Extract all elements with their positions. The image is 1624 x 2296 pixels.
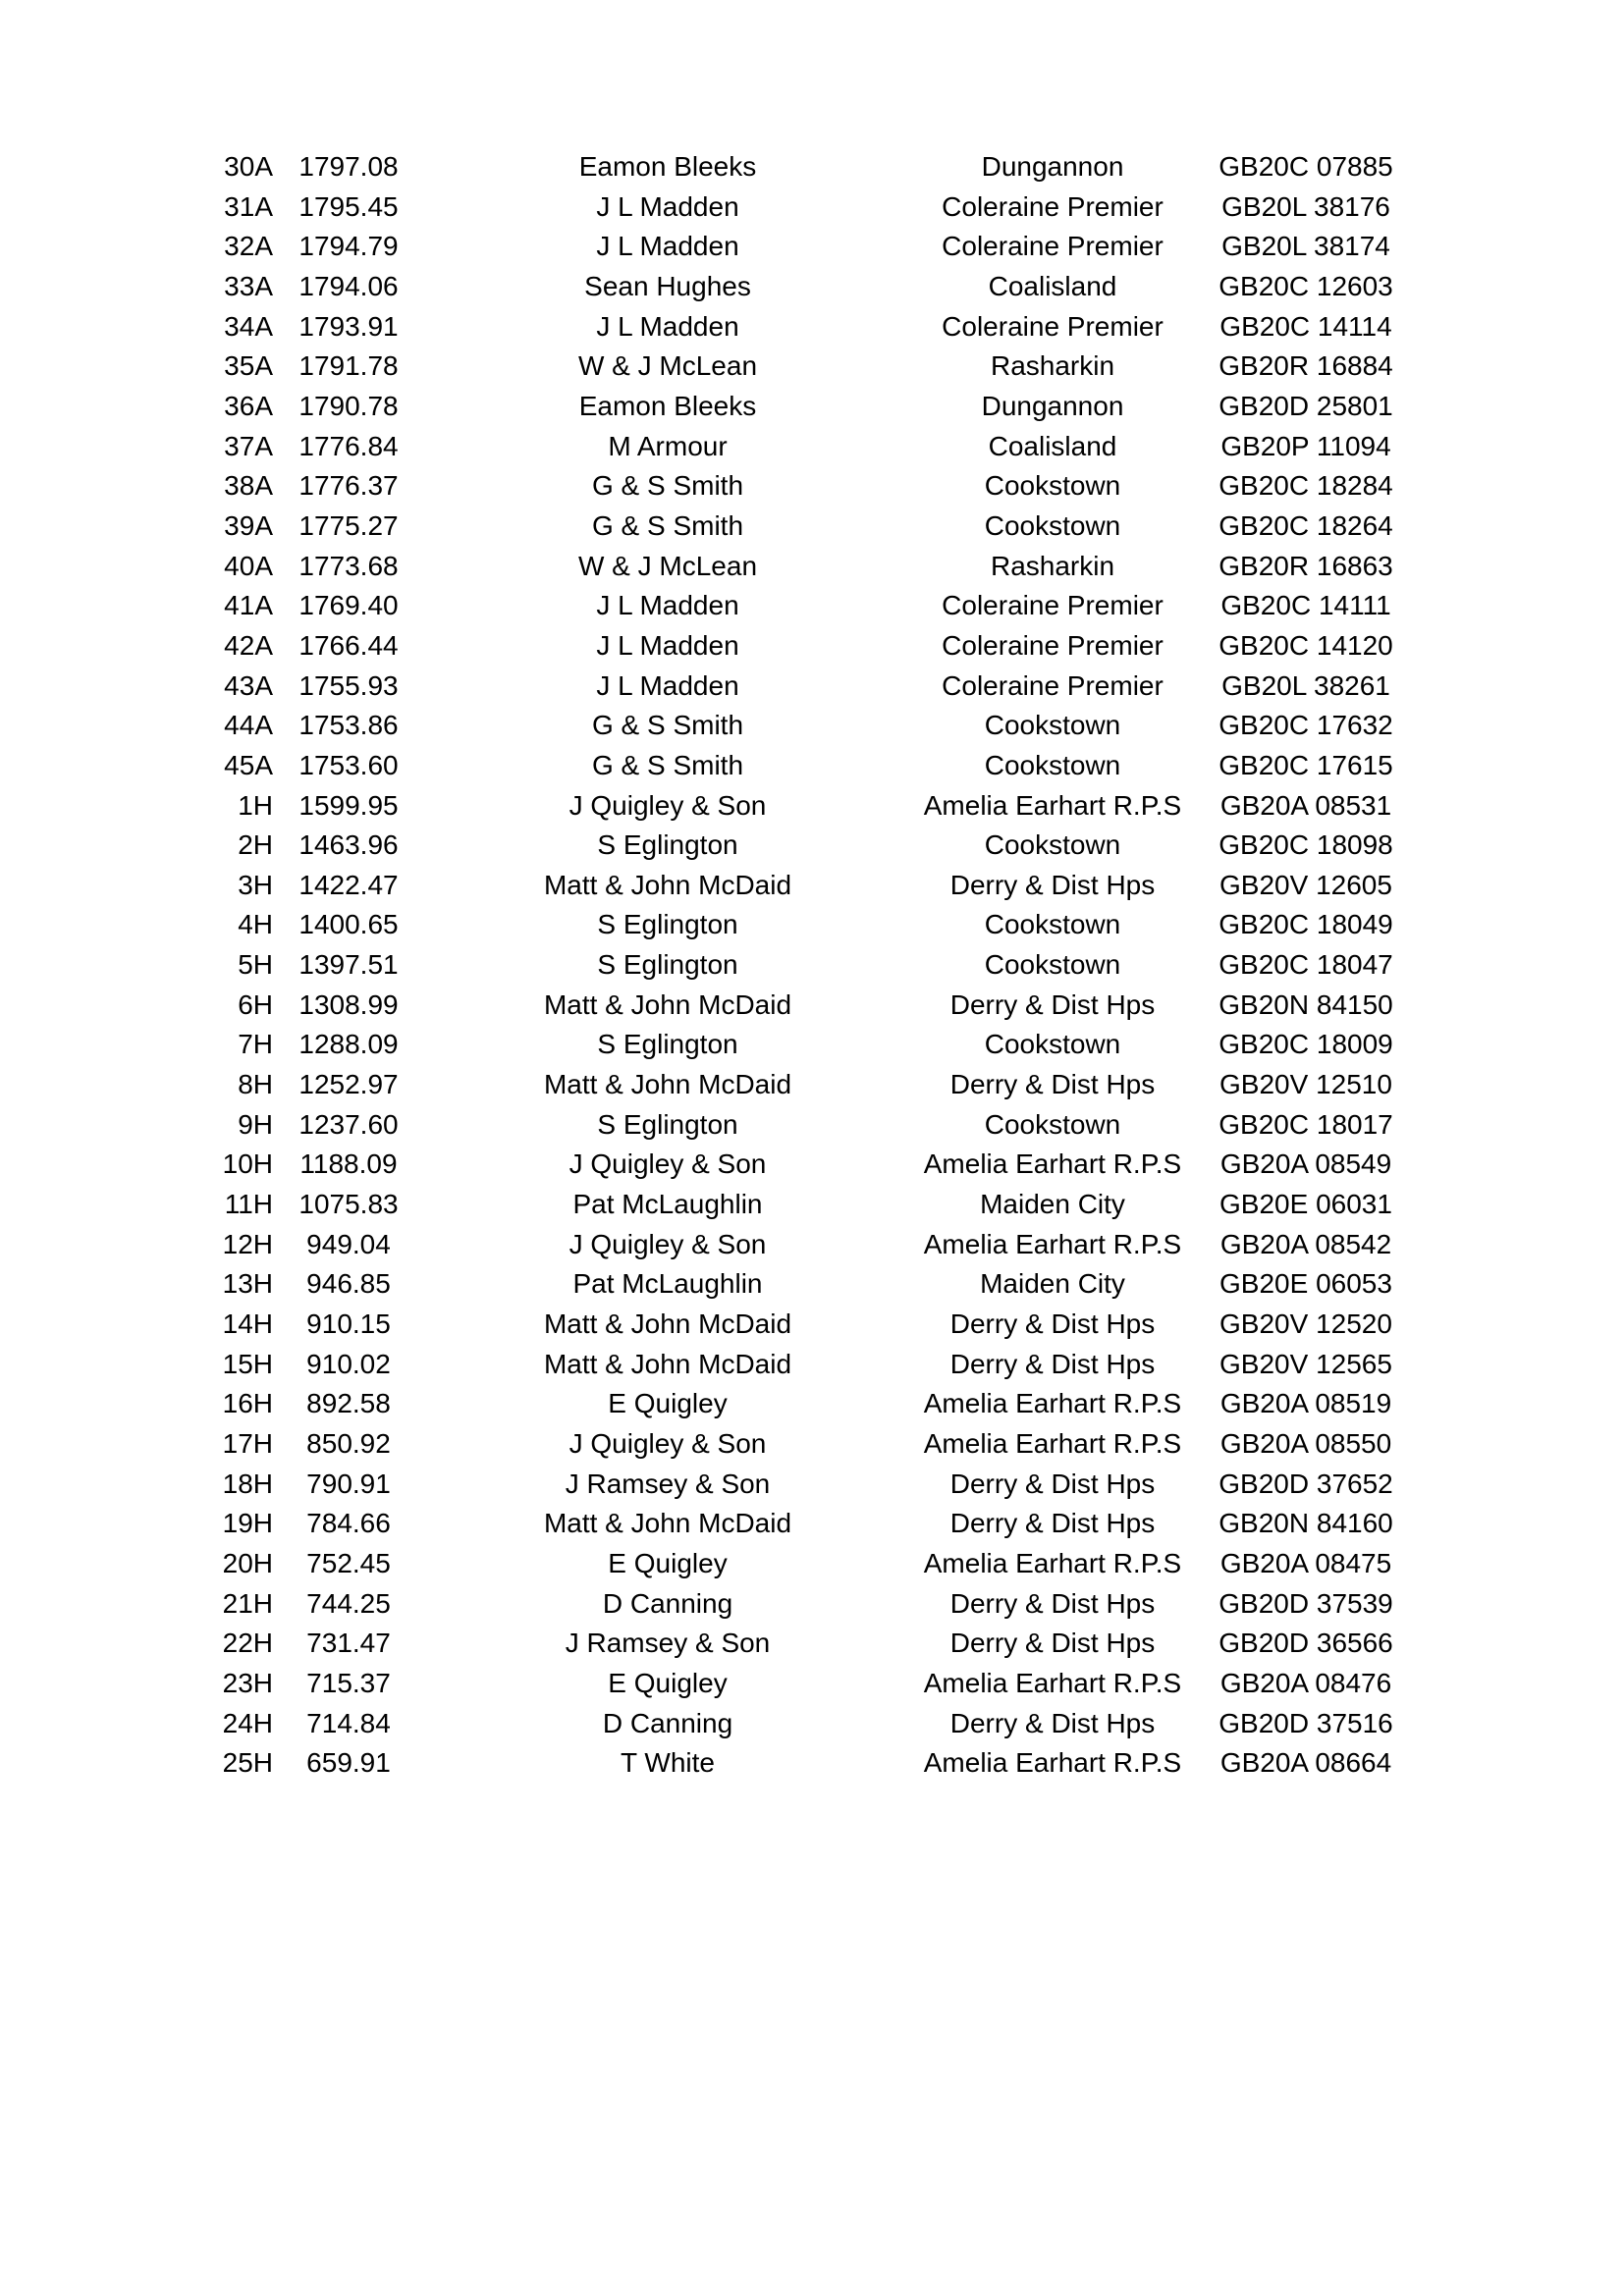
position-cell: 11H bbox=[224, 1189, 273, 1220]
velocity-cell: 1766.44 bbox=[298, 629, 399, 661]
fancier-name-cell: J Quigley & Son bbox=[568, 1148, 767, 1180]
ring-number-cell: GB20E 06031 bbox=[1219, 1189, 1392, 1220]
ring-number-cell: GB20L 38176 bbox=[1221, 190, 1390, 222]
club-cell: Derry & Dist Hps bbox=[949, 1348, 1156, 1379]
velocity-cell: 1794.06 bbox=[298, 270, 399, 301]
club-cell: Cookstown bbox=[984, 909, 1121, 940]
table-row bbox=[196, 1704, 1414, 1744]
club-cell: Cookstown bbox=[984, 949, 1121, 981]
fancier-name-cell: J Quigley & Son bbox=[568, 1428, 767, 1459]
velocity-cell: 1188.09 bbox=[299, 1148, 398, 1180]
club-cell: Derry & Dist Hps bbox=[949, 1587, 1156, 1619]
ring-number-cell: GB20D 37539 bbox=[1218, 1587, 1393, 1619]
ring-number-cell: GB20C 17615 bbox=[1218, 749, 1393, 780]
table-row bbox=[196, 1743, 1414, 1784]
club-cell: Derry & Dist Hps bbox=[949, 1069, 1156, 1100]
fancier-name-cell: J Quigley & Son bbox=[568, 1228, 767, 1259]
club-cell: Cookstown bbox=[984, 749, 1121, 780]
velocity-cell: 1397.51 bbox=[298, 949, 399, 981]
fancier-name-cell: G & S Smith bbox=[591, 509, 744, 541]
club-cell: Dungannon bbox=[981, 390, 1124, 421]
club-cell: Cookstown bbox=[984, 470, 1121, 502]
fancier-name-cell: J Ramsey & Son bbox=[565, 1468, 771, 1499]
fancier-name-cell: Eamon Bleeks bbox=[578, 390, 757, 421]
ring-number-cell: GB20C 17632 bbox=[1218, 710, 1393, 741]
ring-number-cell: GB20R 16863 bbox=[1218, 550, 1393, 581]
table-row bbox=[196, 1584, 1414, 1625]
fancier-name-cell: Sean Hughes bbox=[584, 270, 751, 301]
results-table bbox=[196, 147, 1414, 1784]
velocity-cell: 744.25 bbox=[306, 1587, 391, 1619]
ring-number-cell: GB20A 08542 bbox=[1219, 1228, 1392, 1259]
position-cell: 35A bbox=[224, 350, 273, 382]
club-cell: Derry & Dist Hps bbox=[949, 1707, 1156, 1738]
ring-number-cell: GB20A 08519 bbox=[1219, 1388, 1392, 1419]
velocity-cell: 1400.65 bbox=[298, 909, 399, 940]
fancier-name-cell: J L Madden bbox=[596, 231, 739, 262]
velocity-cell: 715.37 bbox=[306, 1667, 391, 1698]
fancier-name-cell: J Ramsey & Son bbox=[565, 1628, 771, 1659]
velocity-cell: 1793.91 bbox=[298, 310, 399, 342]
velocity-cell: 1776.84 bbox=[298, 430, 399, 461]
club-cell: Rasharkin bbox=[990, 550, 1115, 581]
position-cell: 14H bbox=[222, 1308, 273, 1340]
fancier-name-cell: Matt & John McDaid bbox=[543, 1348, 792, 1379]
ring-number-cell: GB20D 37516 bbox=[1218, 1707, 1393, 1738]
velocity-cell: 1075.83 bbox=[298, 1189, 399, 1220]
fancier-name-cell: D Canning bbox=[602, 1707, 733, 1738]
fancier-name-cell: J L Madden bbox=[596, 590, 739, 621]
table-row bbox=[196, 1225, 1414, 1265]
ring-number-cell: GB20V 12605 bbox=[1219, 869, 1392, 900]
club-cell: Cookstown bbox=[984, 829, 1121, 861]
position-cell: 9H bbox=[238, 1108, 273, 1140]
position-cell: 5H bbox=[238, 949, 273, 981]
velocity-cell: 1753.86 bbox=[298, 710, 399, 741]
fancier-name-cell: G & S Smith bbox=[591, 749, 744, 780]
table-row bbox=[196, 1624, 1414, 1664]
fancier-name-cell: W & J McLean bbox=[577, 550, 758, 581]
velocity-cell: 659.91 bbox=[306, 1747, 391, 1779]
ring-number-cell: GB20C 18047 bbox=[1218, 949, 1393, 981]
fancier-name-cell: D Canning bbox=[602, 1587, 733, 1619]
fancier-name-cell: Matt & John McDaid bbox=[543, 869, 792, 900]
club-cell: Cookstown bbox=[984, 509, 1121, 541]
table-row bbox=[196, 1384, 1414, 1424]
club-cell: Derry & Dist Hps bbox=[949, 1468, 1156, 1499]
table-row bbox=[196, 945, 1414, 986]
ring-number-cell: GB20V 12510 bbox=[1219, 1069, 1392, 1100]
table-row bbox=[196, 427, 1414, 467]
club-cell: Derry & Dist Hps bbox=[949, 1628, 1156, 1659]
table-row bbox=[196, 746, 1414, 786]
table-row bbox=[196, 586, 1414, 626]
velocity-cell: 1773.68 bbox=[298, 550, 399, 581]
fancier-name-cell: S Eglington bbox=[597, 829, 738, 861]
club-cell: Dungannon bbox=[981, 151, 1124, 182]
position-cell: 17H bbox=[222, 1428, 273, 1459]
position-cell: 18H bbox=[222, 1468, 273, 1499]
table-row bbox=[196, 866, 1414, 906]
fancier-name-cell: J L Madden bbox=[596, 310, 739, 342]
table-row bbox=[196, 466, 1414, 507]
position-cell: 31A bbox=[224, 190, 273, 222]
velocity-cell: 910.02 bbox=[306, 1348, 391, 1379]
table-row bbox=[196, 347, 1414, 387]
position-cell: 7H bbox=[238, 1029, 273, 1060]
position-cell: 15H bbox=[222, 1348, 273, 1379]
fancier-name-cell: W & J McLean bbox=[577, 350, 758, 382]
ring-number-cell: GB20N 84150 bbox=[1218, 988, 1393, 1020]
club-cell: Derry & Dist Hps bbox=[949, 869, 1156, 900]
club-cell: Amelia Earhart R.P.S bbox=[923, 1667, 1182, 1698]
ring-number-cell: GB20A 08475 bbox=[1219, 1547, 1392, 1578]
velocity-cell: 790.91 bbox=[306, 1468, 391, 1499]
position-cell: 41A bbox=[224, 590, 273, 621]
club-cell: Amelia Earhart R.P.S bbox=[923, 1388, 1182, 1419]
ring-number-cell: GB20C 14114 bbox=[1219, 310, 1392, 342]
velocity-cell: 1794.79 bbox=[298, 231, 399, 262]
velocity-cell: 1422.47 bbox=[298, 869, 399, 900]
club-cell: Coleraine Premier bbox=[942, 629, 1164, 661]
ring-number-cell: GB20L 38174 bbox=[1221, 231, 1390, 262]
table-row bbox=[196, 1465, 1414, 1505]
club-cell: Amelia Earhart R.P.S bbox=[923, 789, 1182, 821]
fancier-name-cell: Matt & John McDaid bbox=[543, 1508, 792, 1539]
ring-number-cell: GB20A 08550 bbox=[1219, 1428, 1392, 1459]
velocity-cell: 1797.08 bbox=[298, 151, 399, 182]
velocity-cell: 731.47 bbox=[306, 1628, 391, 1659]
table-row bbox=[196, 1185, 1414, 1225]
position-cell: 23H bbox=[222, 1667, 273, 1698]
velocity-cell: 850.92 bbox=[306, 1428, 391, 1459]
position-cell: 36A bbox=[224, 390, 273, 421]
club-cell: Coalisland bbox=[988, 270, 1117, 301]
ring-number-cell: GB20D 36566 bbox=[1218, 1628, 1393, 1659]
fancier-name-cell: Pat McLaughlin bbox=[572, 1268, 763, 1300]
position-cell: 4H bbox=[238, 909, 273, 940]
velocity-cell: 1791.78 bbox=[298, 350, 399, 382]
position-cell: 25H bbox=[222, 1747, 273, 1779]
position-cell: 43A bbox=[224, 669, 273, 701]
position-cell: 30A bbox=[224, 151, 273, 182]
velocity-cell: 1237.60 bbox=[298, 1108, 399, 1140]
table-row bbox=[196, 1065, 1414, 1105]
ring-number-cell: GB20C 18098 bbox=[1218, 829, 1393, 861]
ring-number-cell: GB20C 18284 bbox=[1218, 470, 1393, 502]
club-cell: Coleraine Premier bbox=[942, 590, 1164, 621]
fancier-name-cell: G & S Smith bbox=[591, 710, 744, 741]
ring-number-cell: GB20A 08549 bbox=[1219, 1148, 1392, 1180]
fancier-name-cell: G & S Smith bbox=[591, 470, 744, 502]
velocity-cell: 752.45 bbox=[306, 1547, 391, 1578]
velocity-cell: 1463.96 bbox=[298, 829, 399, 861]
club-cell: Amelia Earhart R.P.S bbox=[923, 1148, 1182, 1180]
table-row bbox=[196, 307, 1414, 347]
table-row bbox=[196, 786, 1414, 827]
ring-number-cell: GB20A 08476 bbox=[1219, 1667, 1392, 1698]
velocity-cell: 1775.27 bbox=[298, 509, 399, 541]
table-row bbox=[196, 1664, 1414, 1704]
fancier-name-cell: Eamon Bleeks bbox=[578, 151, 757, 182]
ring-number-cell: GB20E 06053 bbox=[1219, 1268, 1392, 1300]
table-row bbox=[196, 1504, 1414, 1544]
position-cell: 37A bbox=[224, 430, 273, 461]
club-cell: Maiden City bbox=[980, 1189, 1125, 1220]
ring-number-cell: GB20P 11094 bbox=[1220, 430, 1391, 461]
table-row bbox=[196, 1305, 1414, 1345]
position-cell: 10H bbox=[222, 1148, 273, 1180]
velocity-cell: 1599.95 bbox=[298, 789, 399, 821]
velocity-cell: 1795.45 bbox=[298, 190, 399, 222]
fancier-name-cell: Matt & John McDaid bbox=[543, 988, 792, 1020]
table-row bbox=[196, 547, 1414, 587]
fancier-name-cell: M Armour bbox=[608, 430, 728, 461]
fancier-name-cell: Pat McLaughlin bbox=[572, 1189, 763, 1220]
position-cell: 32A bbox=[224, 231, 273, 262]
position-cell: 39A bbox=[224, 509, 273, 541]
velocity-cell: 1776.37 bbox=[298, 470, 399, 502]
position-cell: 8H bbox=[238, 1069, 273, 1100]
position-cell: 34A bbox=[224, 310, 273, 342]
position-cell: 13H bbox=[222, 1268, 273, 1300]
ring-number-cell: GB20A 08664 bbox=[1219, 1747, 1392, 1779]
ring-number-cell: GB20R 16884 bbox=[1218, 350, 1393, 382]
club-cell: Amelia Earhart R.P.S bbox=[923, 1228, 1182, 1259]
velocity-cell: 910.15 bbox=[306, 1308, 391, 1340]
table-row bbox=[196, 387, 1414, 427]
club-cell: Coalisland bbox=[988, 430, 1117, 461]
fancier-name-cell: S Eglington bbox=[597, 1108, 738, 1140]
table-row bbox=[196, 267, 1414, 307]
ring-number-cell: GB20C 18009 bbox=[1218, 1029, 1393, 1060]
club-cell: Derry & Dist Hps bbox=[949, 1308, 1156, 1340]
velocity-cell: 946.85 bbox=[306, 1268, 391, 1300]
table-row bbox=[196, 1544, 1414, 1584]
fancier-name-cell: S Eglington bbox=[597, 909, 738, 940]
position-cell: 20H bbox=[222, 1547, 273, 1578]
position-cell: 1H bbox=[238, 789, 273, 821]
fancier-name-cell: E Quigley bbox=[608, 1667, 728, 1698]
velocity-cell: 1790.78 bbox=[298, 390, 399, 421]
fancier-name-cell: J L Madden bbox=[596, 669, 739, 701]
fancier-name-cell: J L Madden bbox=[596, 629, 739, 661]
ring-number-cell: GB20C 14120 bbox=[1218, 629, 1393, 661]
ring-number-cell: GB20V 12520 bbox=[1219, 1308, 1392, 1340]
velocity-cell: 1755.93 bbox=[298, 669, 399, 701]
club-cell: Maiden City bbox=[980, 1268, 1125, 1300]
ring-number-cell: GB20C 18049 bbox=[1218, 909, 1393, 940]
table-row bbox=[196, 905, 1414, 945]
club-cell: Amelia Earhart R.P.S bbox=[923, 1547, 1182, 1578]
fancier-name-cell: T White bbox=[621, 1747, 715, 1779]
club-cell: Derry & Dist Hps bbox=[949, 1508, 1156, 1539]
position-cell: 40A bbox=[224, 550, 273, 581]
table-row bbox=[196, 1264, 1414, 1305]
position-cell: 6H bbox=[238, 988, 273, 1020]
velocity-cell: 714.84 bbox=[306, 1707, 391, 1738]
position-cell: 42A bbox=[224, 629, 273, 661]
velocity-cell: 1252.97 bbox=[298, 1069, 399, 1100]
club-cell: Coleraine Premier bbox=[942, 231, 1164, 262]
table-row bbox=[196, 1145, 1414, 1185]
table-row bbox=[196, 1105, 1414, 1146]
ring-number-cell: GB20A 08531 bbox=[1219, 789, 1392, 821]
table-row bbox=[196, 227, 1414, 267]
position-cell: 22H bbox=[222, 1628, 273, 1659]
fancier-name-cell: Matt & John McDaid bbox=[543, 1308, 792, 1340]
club-cell: Cookstown bbox=[984, 1108, 1121, 1140]
club-cell: Derry & Dist Hps bbox=[949, 988, 1156, 1020]
club-cell: Coleraine Premier bbox=[942, 190, 1164, 222]
table-row bbox=[196, 667, 1414, 707]
position-cell: 21H bbox=[222, 1587, 273, 1619]
fancier-name-cell: J Quigley & Son bbox=[568, 789, 767, 821]
ring-number-cell: GB20N 84160 bbox=[1218, 1508, 1393, 1539]
fancier-name-cell: E Quigley bbox=[608, 1547, 728, 1578]
club-cell: Amelia Earhart R.P.S bbox=[923, 1428, 1182, 1459]
position-cell: 16H bbox=[222, 1388, 273, 1419]
fancier-name-cell: E Quigley bbox=[608, 1388, 728, 1419]
club-cell: Coleraine Premier bbox=[942, 669, 1164, 701]
table-row bbox=[196, 826, 1414, 866]
club-cell: Cookstown bbox=[984, 710, 1121, 741]
position-cell: 12H bbox=[222, 1228, 273, 1259]
velocity-cell: 1288.09 bbox=[298, 1029, 399, 1060]
position-cell: 2H bbox=[238, 829, 273, 861]
table-row bbox=[196, 986, 1414, 1026]
fancier-name-cell: S Eglington bbox=[597, 949, 738, 981]
velocity-cell: 1308.99 bbox=[298, 988, 399, 1020]
fancier-name-cell: J L Madden bbox=[596, 190, 739, 222]
ring-number-cell: GB20C 07885 bbox=[1218, 151, 1393, 182]
position-cell: 45A bbox=[224, 749, 273, 780]
velocity-cell: 1753.60 bbox=[298, 749, 399, 780]
club-cell: Cookstown bbox=[984, 1029, 1121, 1060]
ring-number-cell: GB20D 37652 bbox=[1218, 1468, 1393, 1499]
position-cell: 19H bbox=[222, 1508, 273, 1539]
ring-number-cell: GB20L 38261 bbox=[1221, 669, 1390, 701]
table-row bbox=[196, 626, 1414, 667]
club-cell: Amelia Earhart R.P.S bbox=[923, 1747, 1182, 1779]
table-row bbox=[196, 187, 1414, 228]
velocity-cell: 892.58 bbox=[306, 1388, 391, 1419]
position-cell: 44A bbox=[224, 710, 273, 741]
position-cell: 24H bbox=[222, 1707, 273, 1738]
club-cell: Rasharkin bbox=[990, 350, 1115, 382]
velocity-cell: 1769.40 bbox=[298, 590, 399, 621]
table-row bbox=[196, 507, 1414, 547]
fancier-name-cell: Matt & John McDaid bbox=[543, 1069, 792, 1100]
ring-number-cell: GB20C 14111 bbox=[1220, 590, 1391, 621]
club-cell: Coleraine Premier bbox=[942, 310, 1164, 342]
position-cell: 38A bbox=[224, 470, 273, 502]
fancier-name-cell: S Eglington bbox=[597, 1029, 738, 1060]
velocity-cell: 784.66 bbox=[306, 1508, 391, 1539]
position-cell: 3H bbox=[238, 869, 273, 900]
ring-number-cell: GB20D 25801 bbox=[1218, 390, 1393, 421]
ring-number-cell: GB20C 18264 bbox=[1218, 509, 1393, 541]
table-row bbox=[196, 1345, 1414, 1385]
ring-number-cell: GB20C 12603 bbox=[1218, 270, 1393, 301]
ring-number-cell: GB20V 12565 bbox=[1219, 1348, 1392, 1379]
table-row bbox=[196, 147, 1414, 187]
table-row bbox=[196, 1025, 1414, 1065]
table-row bbox=[196, 1424, 1414, 1465]
velocity-cell: 949.04 bbox=[306, 1228, 391, 1259]
table-row bbox=[196, 706, 1414, 746]
ring-number-cell: GB20C 18017 bbox=[1218, 1108, 1393, 1140]
position-cell: 33A bbox=[224, 270, 273, 301]
